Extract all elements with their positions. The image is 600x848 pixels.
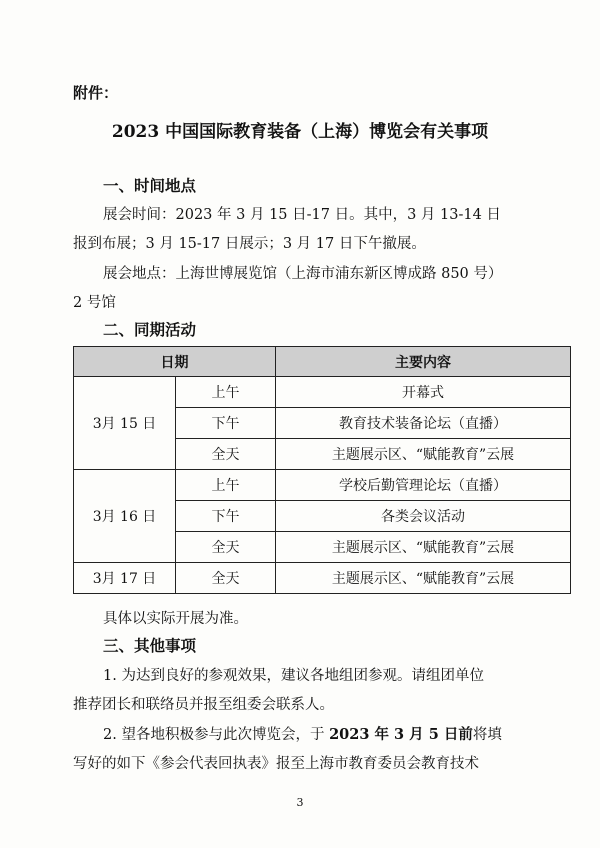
content-cell: 各类会议活动 [276, 501, 571, 532]
item-2-text-a: 2. 望各地积极参与此次博览会，于 [103, 727, 330, 743]
activities-table [73, 346, 571, 594]
content-cell: 开幕式 [276, 377, 571, 408]
deadline-date: 2023 年 3 月 5 日前 [329, 726, 473, 743]
period-cell: 上午 [176, 470, 276, 501]
header-content: 主要内容 [276, 347, 571, 377]
table-note: 具体以实际开展为准。 [103, 611, 248, 627]
period-cell: 下午 [176, 501, 276, 532]
content-cell: 学校后勤管理论坛（直播） [276, 470, 571, 501]
other-item-1-line-2: 推荐团长和联络员并报至组委会联系人。 [73, 697, 334, 713]
exhibition-venue-line-2: 2 号馆 [73, 295, 116, 311]
date-cell: 3月 17 日 [74, 563, 176, 594]
table-row [74, 563, 571, 594]
item-2-text-c: 将填 [472, 727, 502, 743]
table-row [74, 470, 571, 501]
period-cell: 下午 [176, 408, 276, 439]
other-item-2-line-1 [103, 723, 502, 744]
table-row [74, 377, 571, 408]
date-cell: 3月 15 日 [74, 377, 176, 470]
content-cell: 主题展示区、“赋能教育”云展 [276, 439, 571, 470]
date-cell: 3月 16 日 [74, 470, 176, 563]
period-cell: 全天 [176, 439, 276, 470]
section-heading-activities: 二、同期活动 [103, 321, 197, 339]
other-item-1-line-1: 1. 为达到良好的参观效果，建议各地组团参观。请组团单位 [103, 668, 484, 684]
exhibition-time-line-2: 报到布展；3 月 15-17 日展示；3 月 17 日下午撤展。 [73, 236, 426, 252]
section-heading-time-location: 一、时间地点 [103, 177, 197, 195]
period-cell: 上午 [176, 377, 276, 408]
content-cell: 主题展示区、“赋能教育”云展 [276, 532, 571, 563]
table-header-row [74, 347, 571, 377]
other-item-2-line-2: 写好的如下《参会代表回执表》报至上海市教育委员会教育技术 [73, 756, 479, 772]
annex-label: 附件： [73, 84, 119, 102]
section-heading-other: 三、其他事项 [103, 637, 197, 655]
period-cell: 全天 [176, 532, 276, 563]
exhibition-time-line-1: 展会时间：2023 年 3 月 15 日-17 日。其中，3 月 13-14 日 [103, 207, 501, 223]
period-cell: 全天 [176, 563, 276, 594]
document-title: 2023 中国国际教育装备（上海）博览会有关事项 [111, 122, 489, 142]
content-cell: 主题展示区、“赋能教育”云展 [276, 563, 571, 594]
header-date: 日期 [74, 347, 276, 377]
content-cell: 教育技术装备论坛（直播） [276, 408, 571, 439]
page-number: 3 [296, 796, 304, 809]
exhibition-venue-line-1: 展会地点：上海世博展览馆（上海市浦东新区博成路 850 号） [103, 266, 503, 282]
